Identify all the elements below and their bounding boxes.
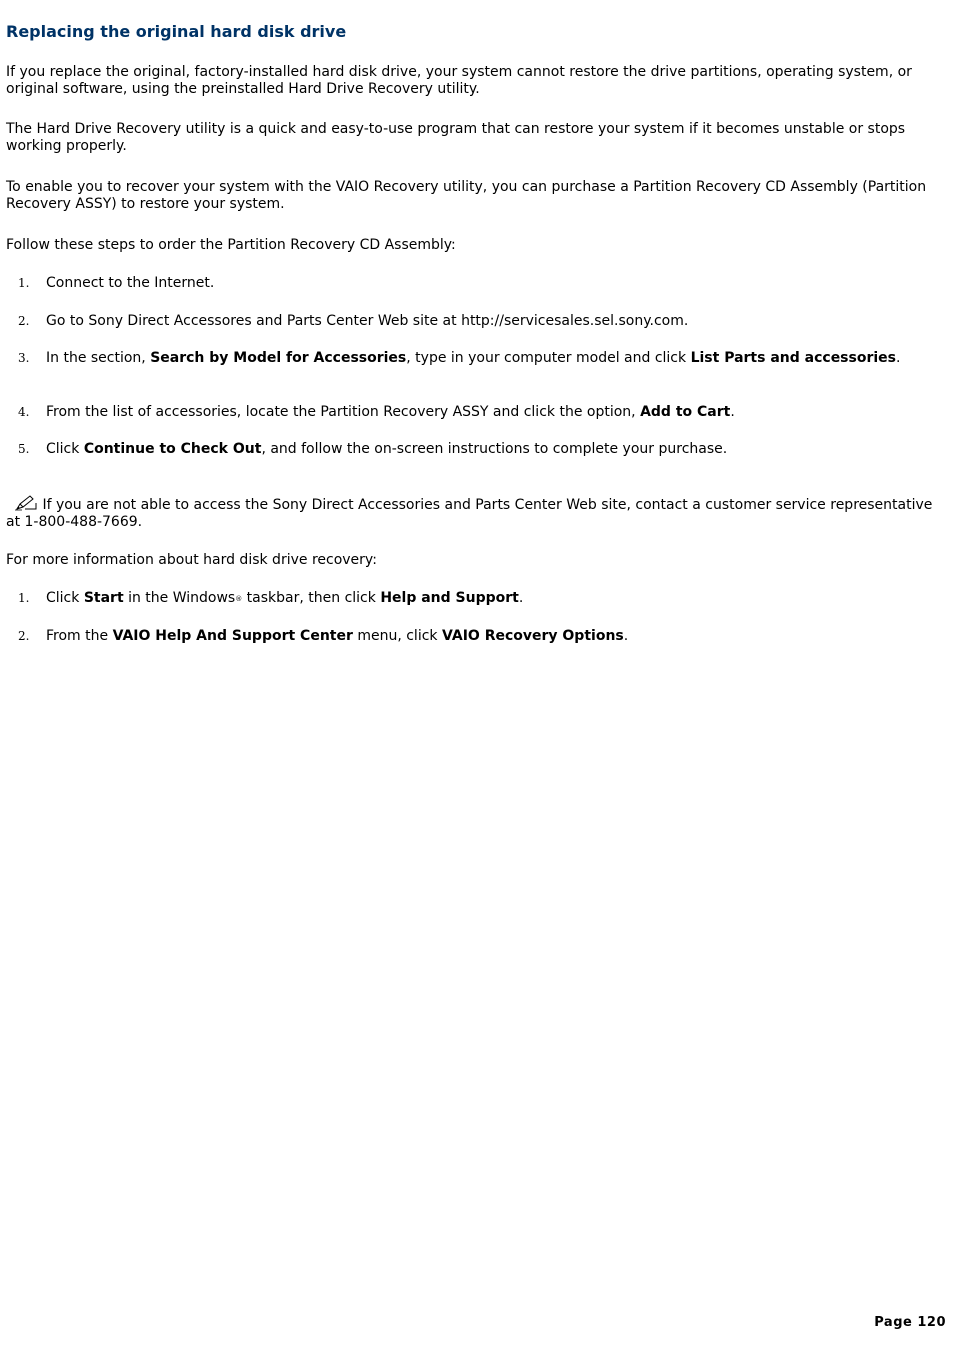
- step-text: [46, 275, 926, 292]
- text-run: menu, click: [352, 628, 442, 644]
- page-title: Replacing the original hard disk drive: [6, 22, 347, 41]
- registered-mark: ®: [235, 595, 243, 603]
- step-text: [46, 441, 926, 458]
- paragraph-utility: The Hard Drive Recovery utility is a quick and easy-to-use program that can restore your system if it becomes unstable or stops working properly.: [6, 121, 906, 154]
- text-run: From the list of accessories, locate the Partition Recovery ASSY and click the option,: [46, 404, 641, 420]
- text-run: From the: [46, 628, 113, 644]
- text-run: .: [518, 590, 524, 606]
- paragraph-more-info: For more information about hard disk drive recovery:: [6, 552, 377, 568]
- note-pen-icon: [14, 494, 38, 511]
- note-text: If you are not able to access the Sony Direct Accessories and Parts Center Web site, contact a customer service representative at 1-800-488-7669.: [6, 497, 933, 530]
- step-number: 1.: [18, 591, 30, 605]
- step-text: [46, 313, 926, 330]
- bold-term: Start: [83, 590, 124, 606]
- step-number: 3.: [18, 351, 30, 365]
- bold-term: Continue to Check Out: [83, 441, 262, 457]
- text-run: .: [623, 628, 629, 644]
- text-run: taskbar, then click: [242, 590, 381, 606]
- text-run: .: [896, 350, 901, 366]
- bold-term: VAIO Recovery Options: [441, 628, 624, 644]
- paragraph-enable: To enable you to recover your system with the VAIO Recovery utility, you can purchase a Partition Recovery CD Assembly (Partition Recovery ASSY) to restore your system.: [6, 179, 927, 212]
- step-text: [46, 628, 926, 645]
- step-text: [46, 350, 926, 367]
- bold-term: Help and Support: [380, 590, 519, 606]
- text-run: Go to Sony Direct Accessores and Parts Center Web site at http://servicesales.sel.sony.com.: [46, 313, 689, 329]
- text-run: Click: [46, 441, 84, 457]
- paragraph-intro: If you replace the original, factory-installed hard disk drive, your system cannot restore the drive partitions, operating system, or original software, using the preinstalled Hard Drive Recovery utility.: [6, 64, 912, 97]
- step-number: 1.: [18, 276, 30, 290]
- step-text: [46, 590, 926, 608]
- step-number: 2.: [18, 629, 30, 643]
- bold-term: Search by Model for Accessories: [150, 350, 407, 366]
- step-text: [46, 404, 926, 421]
- step-number: 5.: [18, 442, 30, 456]
- note-paragraph: [6, 494, 941, 531]
- bold-term: Add to Cart: [640, 404, 731, 420]
- text-run: Connect to the Internet.: [46, 275, 215, 291]
- text-run: , type in your computer model and click: [406, 350, 691, 366]
- bold-term: List Parts and accessories: [690, 350, 896, 366]
- bold-term: VAIO Help And Support Center: [112, 628, 353, 644]
- text-run: , and follow the on-screen instructions to complete your purchase.: [261, 441, 728, 457]
- paragraph-steps-intro: Follow these steps to order the Partition Recovery CD Assembly:: [6, 237, 456, 253]
- step-number: 4.: [18, 405, 30, 419]
- text-run: Click: [46, 590, 84, 606]
- text-run: In the section,: [46, 350, 151, 366]
- text-run: .: [730, 404, 735, 420]
- text-run: in the Windows: [123, 590, 236, 606]
- step-number: 2.: [18, 314, 30, 328]
- page-number: Page 120: [874, 1315, 946, 1330]
